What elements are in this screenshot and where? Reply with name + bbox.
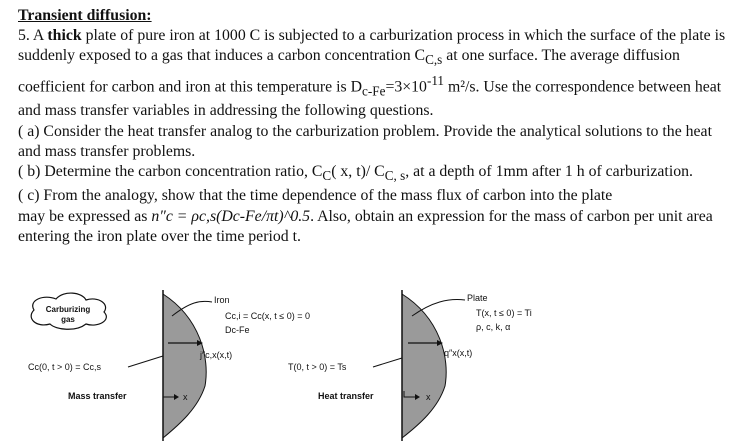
problem-heading: Transient diffusion:: [18, 7, 152, 24]
heat-flux-label: q″x(x,t): [444, 348, 473, 358]
iron-slab: [163, 294, 206, 438]
problem-text: [18, 6, 733, 247]
part-c: ( c) From the analogy, show that the time dependence of the mass flux of carbon into the plate may be expressed as n″c = ρc,s(Dc-Fe/πt)^0.5. Also, obtain an expression for the mass of carbon per unit area entering the iron plate over the time period t.: [18, 187, 713, 245]
mass-flux-label: j″c,x(x,t): [200, 350, 233, 360]
mass-x-axis-label: x: [183, 392, 188, 402]
mass-initial-condition: Cc,i = Cc(x, t ≤ 0) = 0: [225, 311, 310, 321]
heat-transfer-caption: Heat transfer: [318, 391, 374, 401]
part-b: ( b) Determine the carbon concentration ratio, $C_C$( x, t)/ $C_{C, s}$, at a depth of 1mm after 1 h of carburization.: [18, 163, 693, 184]
heat-initial-condition: T(x, t ≤ 0) = Ti: [476, 308, 532, 318]
mass-diffusivity: Dc-Fe: [225, 325, 250, 335]
problem-intro: 5. A thick plate of pure iron at 1000 C is subjected to a carburization process in which the surface of the plate is suddenly exposed to a gas that induces a carbon concentration $C_{C,s}$ at one surface. The average diffusion coefficient for carbon and iron at this temperature is $D_{c-Fe}=3\times 10^{-11}$ m²/s. Use the correspondence between heat and mass transfer variables in addressing the following questions.: [18, 27, 726, 120]
heat-boundary-condition: T(0, t > 0) = Ts: [288, 362, 347, 372]
mass-boundary-condition: Cc(0, t > 0) = Cc,s: [28, 362, 102, 372]
cloud-label-2: gas: [61, 315, 75, 324]
analogy-diagram: [0, 288, 739, 445]
mass-transfer-caption: Mass transfer: [68, 391, 127, 401]
iron-label: Iron: [214, 295, 230, 305]
heat-properties: ρ, c, k, α: [476, 322, 511, 332]
cloud-label-1: Carburizing: [45, 305, 91, 314]
heat-x-axis-label: x: [426, 392, 431, 402]
plate-slab: [402, 294, 446, 438]
flux-formula: n″c = ρc,s(Dc-Fe/πt)^0.5: [151, 207, 311, 225]
part-a: ( a) Consider the heat transfer analog to the carburization problem. Provide the analytical solutions to the heat and mass transfer problems.: [18, 122, 712, 160]
plate-label: Plate: [467, 293, 488, 303]
